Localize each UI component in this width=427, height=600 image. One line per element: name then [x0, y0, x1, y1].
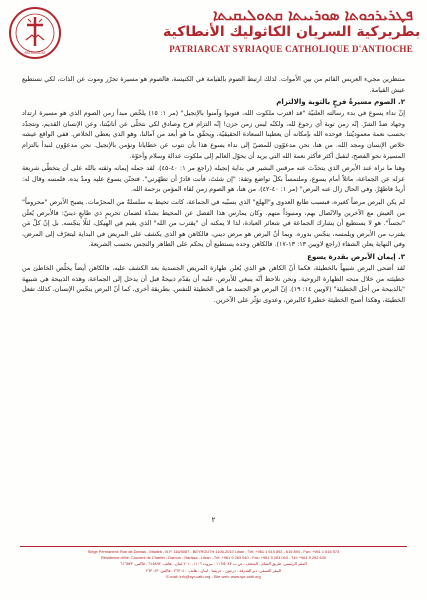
- paragraph: وهنا ما نراه عند الأبرص الذي يتحدّث عنه مرقس البشير في بداية إنجيله (راجع مر ١: ٤٠-٤٥). لقد حمله إيمانه وثقته بالله على أن يتخطّى شريعة عزله عن الجماعة، ماثلاً أمام يسوع، وملتمساً بكلّ تواضع وثقة: "إن شئتَ، فأنت قادرٌ أن تطهّرني". فتحنّن يسوع عليه ومدّ يده، فلمسه وقال له: أريدُ فاطهُرْ. وفي الحال زال عنه البرص" (مر ١: ٤٠-٤٢). من هنا، هو الصوم زمن لقاء المؤمن برحمة الله.: [22, 164, 406, 194]
- footer-line-contact: E-mail: info@syr-cath.org - Site web: www.syr-cath.org: [166, 573, 261, 579]
- arabic-title: بطريركية السريان الكاثوليك الأنطاكية: [163, 24, 421, 40]
- paragraph: منتظرين مجيء العريس القائم من بين الأموات. لذلك ارتبط الصوم بالقيامة في الكنيسة، فالصوم هو مسيرة تحرّر وموت عن الذات، لكي نستطيع عيش القيامة.: [22, 75, 405, 94]
- footer-divider: [20, 546, 407, 547]
- footer-line-summer-arabic: المقر الصيفي: دير الشرفة - درعون - حريصا - لبنان - هاتف: ٢٦٣٠٤٠ - فاكس: ٢٦٣٠٤٣: [145, 567, 282, 573]
- letterhead-footer: [16, 549, 411, 580]
- paragraph: لم يكن البرص مرضاً كغيره، فبسبب طابع العدوى و"الهلع" الذي يسبّبه في الجماعة، كانت تحيط به سلسلةٌ من المحرّمات. يصبح الأبرص "محروماً" من العيش مع الآخرين والاتّصال بهم، ومنبوذاً منهم. وكان يمارس هذا الفصل عن المحيط بشدّة لضمان تحريمٍ ذي طابعٍ دينيّ: فالأبرص يُعلَن "نجساً". هو لا يستطيع أن يشارك الجماعة في شعائر العبادة، لذا لا يمكنه أن "يقترب من الله" الذي يقيم في الهيكل، لئلّا ينجّسه. بل إنّ كلّ مَن يقترب من الأبرص ويلمسه، ينجّس بدوره. وبما أنّ البرص هو مرض ديني، فالكاهن هو الذي يكشف على المريض في البداية ليتعرّف إلى المرض، وفي النهاية يعلن الشفاء (راجع لاويين ١٣: ١٣-١٧). فالكاهن وحده يستطيع أن يحكم على الطاهر والنجس بحسب الشريعة.: [22, 197, 405, 249]
- french-title: PATRIARCAT SYRIAQUE CATHOLIQUE D'ANTIOCHE: [169, 44, 413, 54]
- paragraph: لقد أضحى البرص شبيهاً بالخطيئة، فكما أنّ الكاهن هو الذي يُعلن طهارة المريض الجسدية بعد الكشف عليه، فالكاهن أيضاً يخلّص الخاطئ من خطيئته من خلال منحه الطهارة الروحية. ونحن نلاحظ أنّه ينبغي للأبرص، عليه أن يقدّم ذبيحةً قبل أن يدخل إلى الجماعة، وهذه الذبيحة هي شبيهة "بالذبيحة من أجل الخطيئة" (لاويين ١٤: ١٩). إنّ البرص هو الجسد ما هي الخطيئة للنفس. بطريقة أخرى، كما أنّ البرص ينجّس الإنسان، كذلك تفعل الخطيئة، وهكذا أصبح الخطيئة خطيرةً كالبرص، وعدوى تؤثّر على الآخرين.: [22, 263, 405, 304]
- svg-text:PATRIARCAT: PATRIARCAT: [24, 51, 46, 55]
- syriac-title: ܦܛܪܝܪܟܘܬܐ ܣܘܪܝܝܬܐ ܩܬܘܠܝܩܝܬܐ: [212, 6, 413, 24]
- page-number: ٢: [211, 516, 216, 524]
- footer-line-summer: Résidence d'été: Couvent de Charfet - Daroun - Harissa - Liban - Tél: +961 9 263 040 - Fax: +961 9 263 043 - Tél: +961 9 262 630: [101, 555, 326, 561]
- patriarchate-seal-logo: [8, 6, 62, 60]
- section-heading: ٢. الصوم مسيرةُ فرحٍ بالتوبة والالتزام: [276, 98, 405, 107]
- letterhead: [0, 0, 427, 64]
- section-heading: ٣. إيمان الأبرص بقدرة يسوع: [307, 252, 405, 261]
- footer-line-seat: Siège Permanent: Rue de Damas - Mtaileb - B.P. 116/5087 - BEYROUTH 1106-2010 Liban - Tél: +961 1 615 892 - 615 894 - Fax: +961 1 616 573: [87, 549, 340, 554]
- footer-line-seat-arabic: المقر الرئيسي: طريق الشام - المتحف - ص.ب ١١٦/٥٠٨٧ - بيروت ١١٠٦-٢٠١٠ لبنان - هاتف: ٦١٥٨٩٢ - فاكس: ٦١٦٥٧٣: [120, 561, 307, 567]
- paragraph: إنّ نداء يسوع في بدء رسالته العلنيّة "قد اقترب ملكوت الله، فتوبوا وآمنوا بالإنجيل" (مر ١: ١٥) يلخّص مبدأ زمن الصوم الذي هو مسيرة ارتداد وجهاد ضدّ الشرّ. إنّه زمن توبة أي رجوع لله، ولكنّه ليس زمن حزن! إنّه التزام فرح وصادق لكي نتخلّى عن أنانيّتنا، وعن الإنسان القديم، ونتجدّد بحسب نعمة معموديّتنا. فوحده الله بإمكانه أن يعطينا السعادة الحقيقيّة، ويحقّق ما هو أبعد من آمالنا، وهو الذي يعطي الخلاص. ففي الواقع عيشه خلاص الإنسان ومجد الله. من هنا، نحن مدعوّون للمضيّ إلى نداء يسوع هذا بأن نتوب عن خطايانا ونؤمن بالإنجيل. نحن مدعوّون لنبدأ بالتزام المسيرة نحو الفصح، لنقبل أكثر فأكثر نعمة الله التي يريد أن يحوّل العالم إلى ملكوت عدالة وسلام وأخوّة.: [22, 109, 405, 160]
- letter-body: [22, 74, 405, 307]
